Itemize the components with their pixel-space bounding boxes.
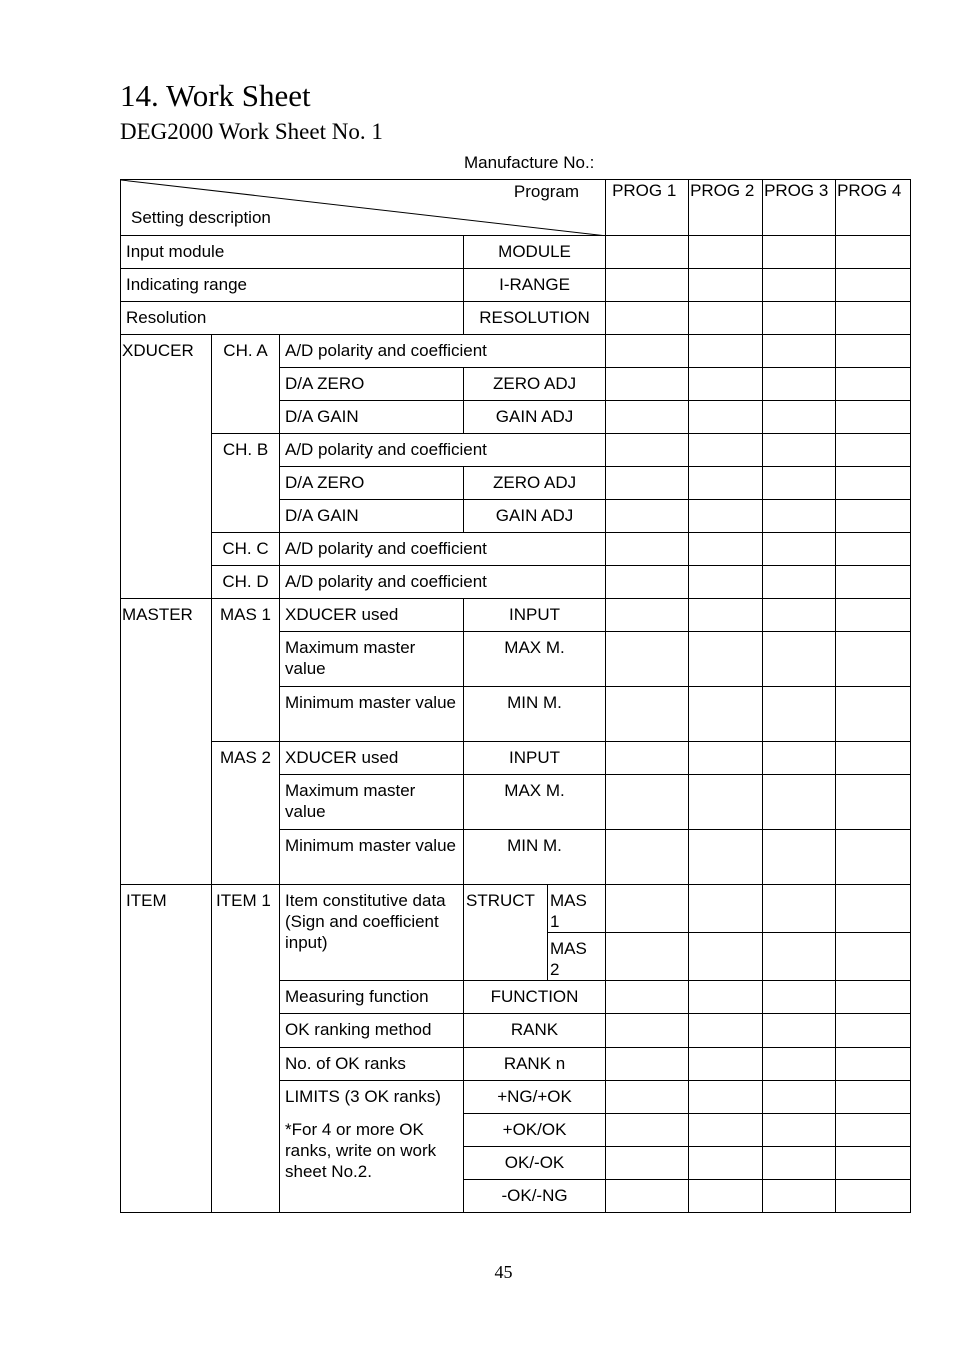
value-cell[interactable] bbox=[763, 533, 836, 566]
value-cell[interactable] bbox=[836, 467, 911, 500]
table-row bbox=[121, 742, 911, 775]
row-label: A/D polarity and coefficient bbox=[280, 566, 606, 599]
value-cell[interactable] bbox=[836, 599, 911, 632]
struct-mas-2: MAS 2 bbox=[548, 933, 606, 981]
row-code: GAIN ADJ bbox=[464, 500, 606, 533]
ch-a-label: CH. A bbox=[212, 335, 280, 434]
row-label: XDUCER used bbox=[280, 599, 464, 632]
value-cell[interactable] bbox=[763, 401, 836, 434]
value-cell[interactable] bbox=[689, 933, 763, 981]
value-cell[interactable] bbox=[763, 335, 836, 368]
row-label: LIMITS (3 OK ranks) bbox=[280, 1081, 464, 1114]
manufacture-no-label: Manufacture No.: bbox=[464, 153, 595, 172]
value-cell[interactable] bbox=[763, 885, 836, 933]
struct-label: STRUCT bbox=[464, 885, 548, 981]
value-cell[interactable] bbox=[689, 632, 763, 687]
row-code: I-RANGE bbox=[464, 269, 606, 302]
value-cell[interactable] bbox=[689, 687, 763, 742]
value-cell[interactable] bbox=[606, 269, 689, 302]
value-cell[interactable] bbox=[836, 1014, 911, 1048]
value-cell[interactable] bbox=[763, 830, 836, 885]
value-cell[interactable] bbox=[689, 775, 763, 830]
value-cell[interactable] bbox=[836, 981, 911, 1014]
value-cell[interactable] bbox=[689, 566, 763, 599]
value-cell[interactable] bbox=[836, 687, 911, 742]
value-cell[interactable] bbox=[689, 269, 763, 302]
row-label: XDUCER used bbox=[280, 742, 464, 775]
value-cell[interactable] bbox=[606, 401, 689, 434]
value-cell[interactable] bbox=[836, 1048, 911, 1081]
row-label: D/A ZERO bbox=[280, 467, 464, 500]
setting-description-label: Setting description bbox=[131, 208, 271, 227]
value-cell[interactable] bbox=[689, 1014, 763, 1048]
item-1-label: ITEM 1 bbox=[212, 885, 280, 1213]
value-cell[interactable] bbox=[836, 566, 911, 599]
value-cell[interactable] bbox=[763, 1180, 836, 1213]
value-cell[interactable] bbox=[606, 1147, 689, 1180]
work-sheet-table bbox=[120, 179, 911, 1213]
value-cell[interactable] bbox=[763, 467, 836, 500]
row-code: MODULE bbox=[464, 236, 606, 269]
master-group-label: MASTER bbox=[121, 599, 212, 885]
value-cell[interactable] bbox=[836, 1081, 911, 1114]
header-diagonal-cell bbox=[121, 180, 606, 236]
value-cell[interactable] bbox=[763, 500, 836, 533]
value-cell[interactable] bbox=[763, 599, 836, 632]
header-row bbox=[121, 180, 911, 236]
value-cell[interactable] bbox=[763, 236, 836, 269]
prog-2-header: PROG 2 bbox=[689, 180, 763, 236]
value-cell[interactable] bbox=[763, 1081, 836, 1114]
value-cell[interactable] bbox=[763, 434, 836, 467]
value-cell[interactable] bbox=[606, 687, 689, 742]
sheet-subtitle: DEG2000 Work Sheet No. 1 bbox=[120, 119, 383, 144]
value-cell[interactable] bbox=[606, 1180, 689, 1213]
value-cell[interactable] bbox=[606, 467, 689, 500]
table-row bbox=[121, 269, 911, 302]
row-label: Measuring function bbox=[280, 981, 464, 1014]
value-cell[interactable] bbox=[836, 302, 911, 335]
value-cell[interactable] bbox=[836, 632, 911, 687]
value-cell[interactable] bbox=[836, 742, 911, 775]
row-code: OK/-OK bbox=[464, 1147, 606, 1180]
row-code: +NG/+OK bbox=[464, 1081, 606, 1114]
xducer-group-label: XDUCER bbox=[121, 335, 212, 599]
row-code: RANK bbox=[464, 1014, 606, 1048]
value-cell[interactable] bbox=[689, 467, 763, 500]
value-cell[interactable] bbox=[689, 885, 763, 933]
value-cell[interactable] bbox=[763, 775, 836, 830]
value-cell[interactable] bbox=[606, 368, 689, 401]
page-title: 14. Work Sheet bbox=[120, 78, 311, 113]
value-cell[interactable] bbox=[606, 632, 689, 687]
value-cell[interactable] bbox=[836, 434, 911, 467]
value-cell[interactable] bbox=[689, 434, 763, 467]
value-cell[interactable] bbox=[606, 1114, 689, 1147]
value-cell[interactable] bbox=[606, 885, 689, 933]
value-cell[interactable] bbox=[836, 401, 911, 434]
row-code: +OK/OK bbox=[464, 1114, 606, 1147]
row-code: INPUT bbox=[464, 599, 606, 632]
row-label: Indicating range bbox=[121, 269, 464, 302]
table-row bbox=[121, 566, 911, 599]
item-group-label: ITEM bbox=[121, 885, 212, 1213]
value-cell[interactable] bbox=[763, 1147, 836, 1180]
value-cell[interactable] bbox=[836, 236, 911, 269]
ch-d-label: CH. D bbox=[212, 566, 280, 599]
value-cell[interactable] bbox=[836, 269, 911, 302]
value-cell[interactable] bbox=[689, 981, 763, 1014]
value-cell[interactable] bbox=[836, 830, 911, 885]
row-label: Minimum master value bbox=[280, 687, 464, 742]
row-label: D/A GAIN bbox=[280, 500, 464, 533]
value-cell[interactable] bbox=[763, 687, 836, 742]
row-code: MIN M. bbox=[464, 687, 606, 742]
row-label: Resolution bbox=[121, 302, 464, 335]
value-cell[interactable] bbox=[689, 1114, 763, 1147]
row-code: -OK/-NG bbox=[464, 1180, 606, 1213]
value-cell[interactable] bbox=[763, 981, 836, 1014]
row-label: Maximum master value bbox=[280, 632, 464, 687]
table-row bbox=[121, 236, 911, 269]
prog-4-header: PROG 4 bbox=[836, 180, 911, 236]
value-cell[interactable] bbox=[606, 1048, 689, 1081]
row-code: RANK n bbox=[464, 1048, 606, 1081]
value-cell[interactable] bbox=[836, 368, 911, 401]
row-label: OK ranking method bbox=[280, 1014, 464, 1048]
row-label: A/D polarity and coefficient bbox=[280, 533, 606, 566]
value-cell[interactable] bbox=[689, 1147, 763, 1180]
row-label: A/D polarity and coefficient bbox=[280, 335, 606, 368]
value-cell[interactable] bbox=[763, 269, 836, 302]
row-label: Maximum master value bbox=[280, 775, 464, 830]
row-code: ZERO ADJ bbox=[464, 467, 606, 500]
value-cell[interactable] bbox=[763, 368, 836, 401]
table-row bbox=[121, 434, 911, 467]
ch-c-label: CH. C bbox=[212, 533, 280, 566]
row-label: D/A ZERO bbox=[280, 368, 464, 401]
value-cell[interactable] bbox=[689, 302, 763, 335]
value-cell[interactable] bbox=[836, 335, 911, 368]
value-cell[interactable] bbox=[763, 933, 836, 981]
row-label: Minimum master value bbox=[280, 830, 464, 885]
constitutive-data-label: Item constitutive data (Sign and coefficient input) bbox=[280, 885, 464, 981]
limits-note: *For 4 or more OK ranks, write on work sheet No.2. bbox=[280, 1114, 464, 1213]
value-cell[interactable] bbox=[836, 1147, 911, 1180]
program-label: Program bbox=[513, 182, 580, 201]
value-cell[interactable] bbox=[606, 742, 689, 775]
value-cell[interactable] bbox=[836, 1114, 911, 1147]
value-cell[interactable] bbox=[606, 599, 689, 632]
value-cell[interactable] bbox=[836, 885, 911, 933]
struct-mas-1: MAS 1 bbox=[548, 885, 606, 933]
table-row bbox=[121, 885, 911, 933]
value-cell[interactable] bbox=[606, 302, 689, 335]
table-row bbox=[121, 335, 911, 368]
value-cell[interactable] bbox=[836, 775, 911, 830]
value-cell[interactable] bbox=[606, 775, 689, 830]
table-row bbox=[121, 599, 911, 632]
row-code: MAX M. bbox=[464, 632, 606, 687]
row-code: INPUT bbox=[464, 742, 606, 775]
row-code: FUNCTION bbox=[464, 981, 606, 1014]
row-label: No. of OK ranks bbox=[280, 1048, 464, 1081]
row-code: MAX M. bbox=[464, 775, 606, 830]
row-label: D/A GAIN bbox=[280, 401, 464, 434]
value-cell[interactable] bbox=[763, 632, 836, 687]
value-cell[interactable] bbox=[763, 566, 836, 599]
value-cell[interactable] bbox=[763, 1014, 836, 1048]
value-cell[interactable] bbox=[606, 1014, 689, 1048]
value-cell[interactable] bbox=[689, 401, 763, 434]
value-cell[interactable] bbox=[606, 981, 689, 1014]
row-code: RESOLUTION bbox=[464, 302, 606, 335]
row-label: Input module bbox=[121, 236, 464, 269]
value-cell[interactable] bbox=[689, 500, 763, 533]
prog-1-header: PROG 1 bbox=[606, 180, 689, 236]
table-row bbox=[121, 302, 911, 335]
value-cell[interactable] bbox=[689, 599, 763, 632]
value-cell[interactable] bbox=[689, 1048, 763, 1081]
value-cell[interactable] bbox=[606, 335, 689, 368]
value-cell[interactable] bbox=[763, 1114, 836, 1147]
value-cell[interactable] bbox=[606, 830, 689, 885]
value-cell[interactable] bbox=[689, 742, 763, 775]
value-cell[interactable] bbox=[763, 742, 836, 775]
value-cell[interactable] bbox=[689, 335, 763, 368]
value-cell[interactable] bbox=[836, 500, 911, 533]
mas-1-label: MAS 1 bbox=[212, 599, 280, 742]
value-cell[interactable] bbox=[606, 500, 689, 533]
value-cell[interactable] bbox=[689, 533, 763, 566]
row-code: GAIN ADJ bbox=[464, 401, 606, 434]
value-cell[interactable] bbox=[763, 1048, 836, 1081]
value-cell[interactable] bbox=[606, 236, 689, 269]
prog-3-header: PROG 3 bbox=[763, 180, 836, 236]
value-cell[interactable] bbox=[606, 933, 689, 981]
value-cell[interactable] bbox=[689, 830, 763, 885]
value-cell[interactable] bbox=[606, 434, 689, 467]
value-cell[interactable] bbox=[606, 1081, 689, 1114]
row-label: A/D polarity and coefficient bbox=[280, 434, 606, 467]
ch-b-label: CH. B bbox=[212, 434, 280, 533]
value-cell[interactable] bbox=[606, 566, 689, 599]
value-cell[interactable] bbox=[836, 1180, 911, 1213]
table-row bbox=[121, 533, 911, 566]
value-cell[interactable] bbox=[689, 1180, 763, 1213]
value-cell[interactable] bbox=[606, 533, 689, 566]
value-cell[interactable] bbox=[836, 933, 911, 981]
value-cell[interactable] bbox=[689, 236, 763, 269]
mas-2-label: MAS 2 bbox=[212, 742, 280, 885]
row-code: MIN M. bbox=[464, 830, 606, 885]
row-code: ZERO ADJ bbox=[464, 368, 606, 401]
value-cell[interactable] bbox=[689, 368, 763, 401]
page-number: 45 bbox=[494, 1262, 513, 1282]
value-cell[interactable] bbox=[689, 1081, 763, 1114]
value-cell[interactable] bbox=[763, 302, 836, 335]
value-cell[interactable] bbox=[836, 533, 911, 566]
